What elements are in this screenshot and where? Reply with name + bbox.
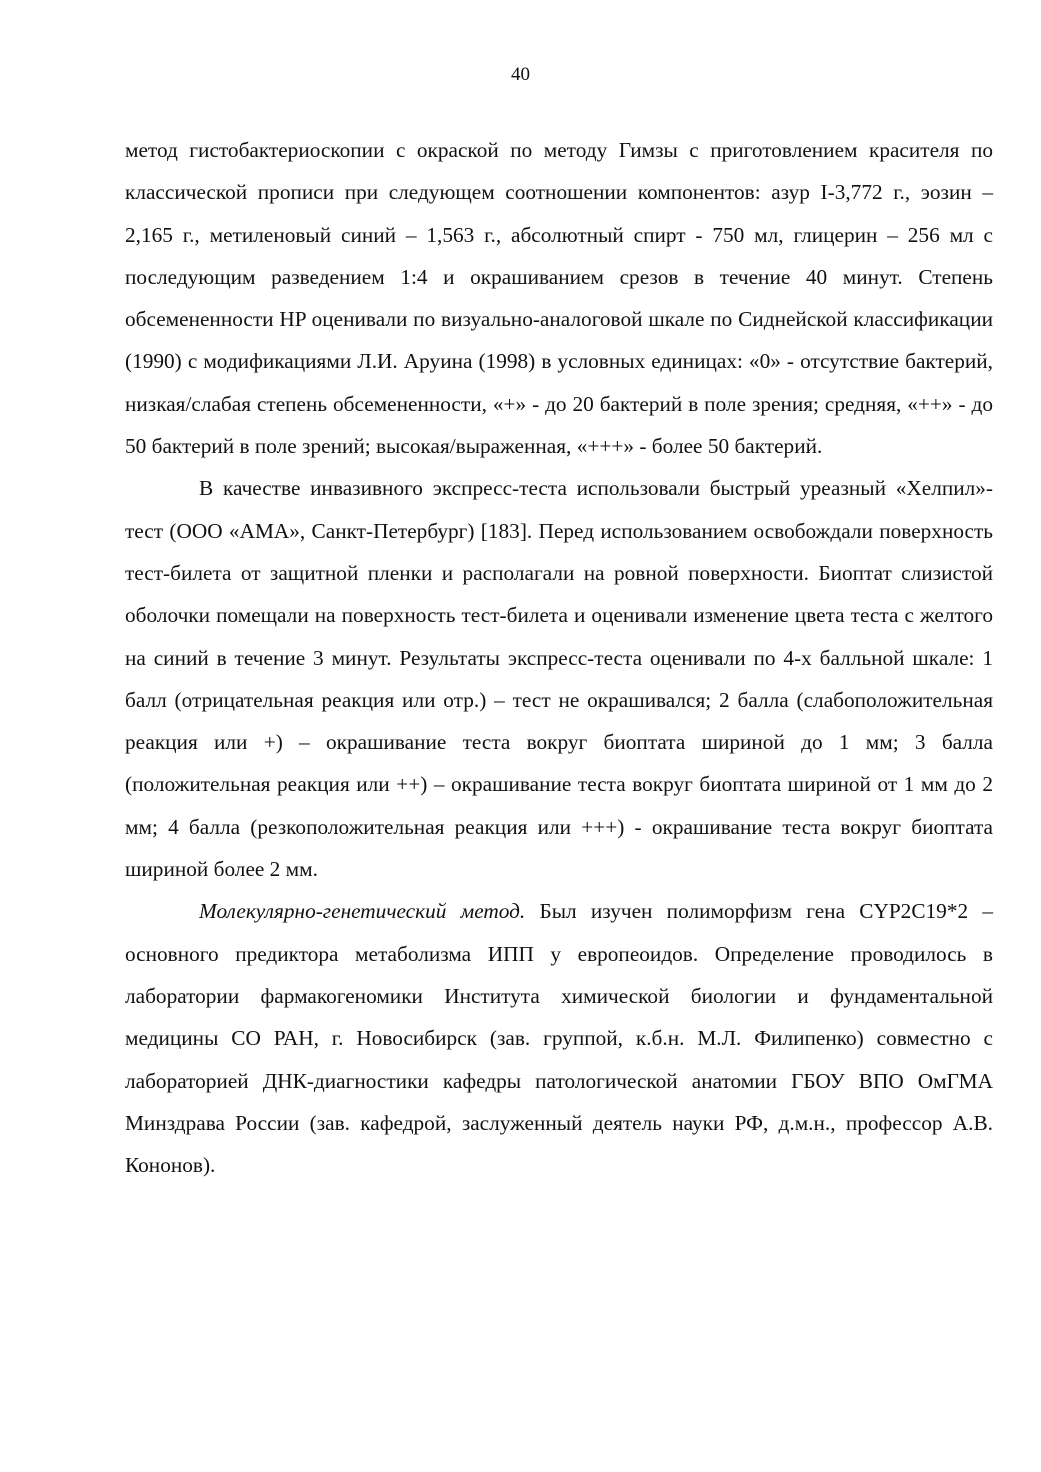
paragraph-molecular-genetic [125, 890, 993, 1186]
paragraph-molecular-genetic-text: Был изучен полиморфизм гена CYP2C19*2 – основного предиктора метаболизма ИПП у европеоидов. Определение проводилось в лаборатории фармакогеномики Института химической биологии и фундаментальной медицины СО РАН, г. Новосибирск (зав. группой, к.б.н. М.Л. Филипенко) совместно с лабораторией ДНК-диагностики кафедры патологической анатомии ГБОУ ВПО ОмГМА Минздрава России (зав. кафедрой, заслуженный деятель науки РФ, д.м.н., профессор А.В. Кононов). [125, 899, 994, 1178]
document-body [125, 129, 993, 1186]
page-number: 40 [511, 64, 530, 85]
paragraph-histobacterioscopy: метод гистобактериоскопии с окраской по методу Гимзы с приготовлением красителя по классической прописи при следующем соотношении компонентов: азур I-3,772 г., эозин – 2,165 г., метиленовый синий – 1,563 г., абсолютный спирт - 750 мл, глицерин – 256 мл с последующим разведением 1:4 и окрашиванием срезов в течение 40 минут. Степень обсемененности HP оценивали по визуально-аналоговой шкале по Сиднейской классификации (1990) с модификациями Л.И. Аруина (1998) в условных единицах: «0» - отсутствие бактерий, низкая/слабая степень обсемененности, «+» - до 20 бактерий в поле зрения; средняя, «++» - до 50 бактерий в поле зрений; высокая/выраженная, «+++» - более 50 бактерий. [125, 138, 993, 459]
paragraph-express-test: В качестве инвазивного экспресс-теста использовали быстрый уреазный «Хелпил»-тест (ООО «АМА», Санкт-Петербург) [183]. Перед использованием освобождали поверхность тест-билета от защитной пленки и располагали на ровной поверхности. Биоптат слизистой оболочки помещали на поверхность тест-билета и оценивали изменение цвета теста с желтого на синий в течение 3 минут. Результаты экспресс-теста оценивали по 4-х балльной шкале: 1 балл (отрицательная реакция или отр.) – тест не окрашивался; 2 балла (слабоположительная реакция или +) – окрашивание теста вокруг биоптата шириной до 1 мм; 3 балла (положительная реакция или ++) – окрашивание теста вокруг биоптата шириной от 1 мм до 2 мм; 4 балла (резкоположительная реакция или +++) - окрашивание теста вокруг биоптата шириной более 2 мм. [125, 476, 993, 882]
section-lead-italic: Молекулярно-генетический метод. [199, 899, 526, 924]
